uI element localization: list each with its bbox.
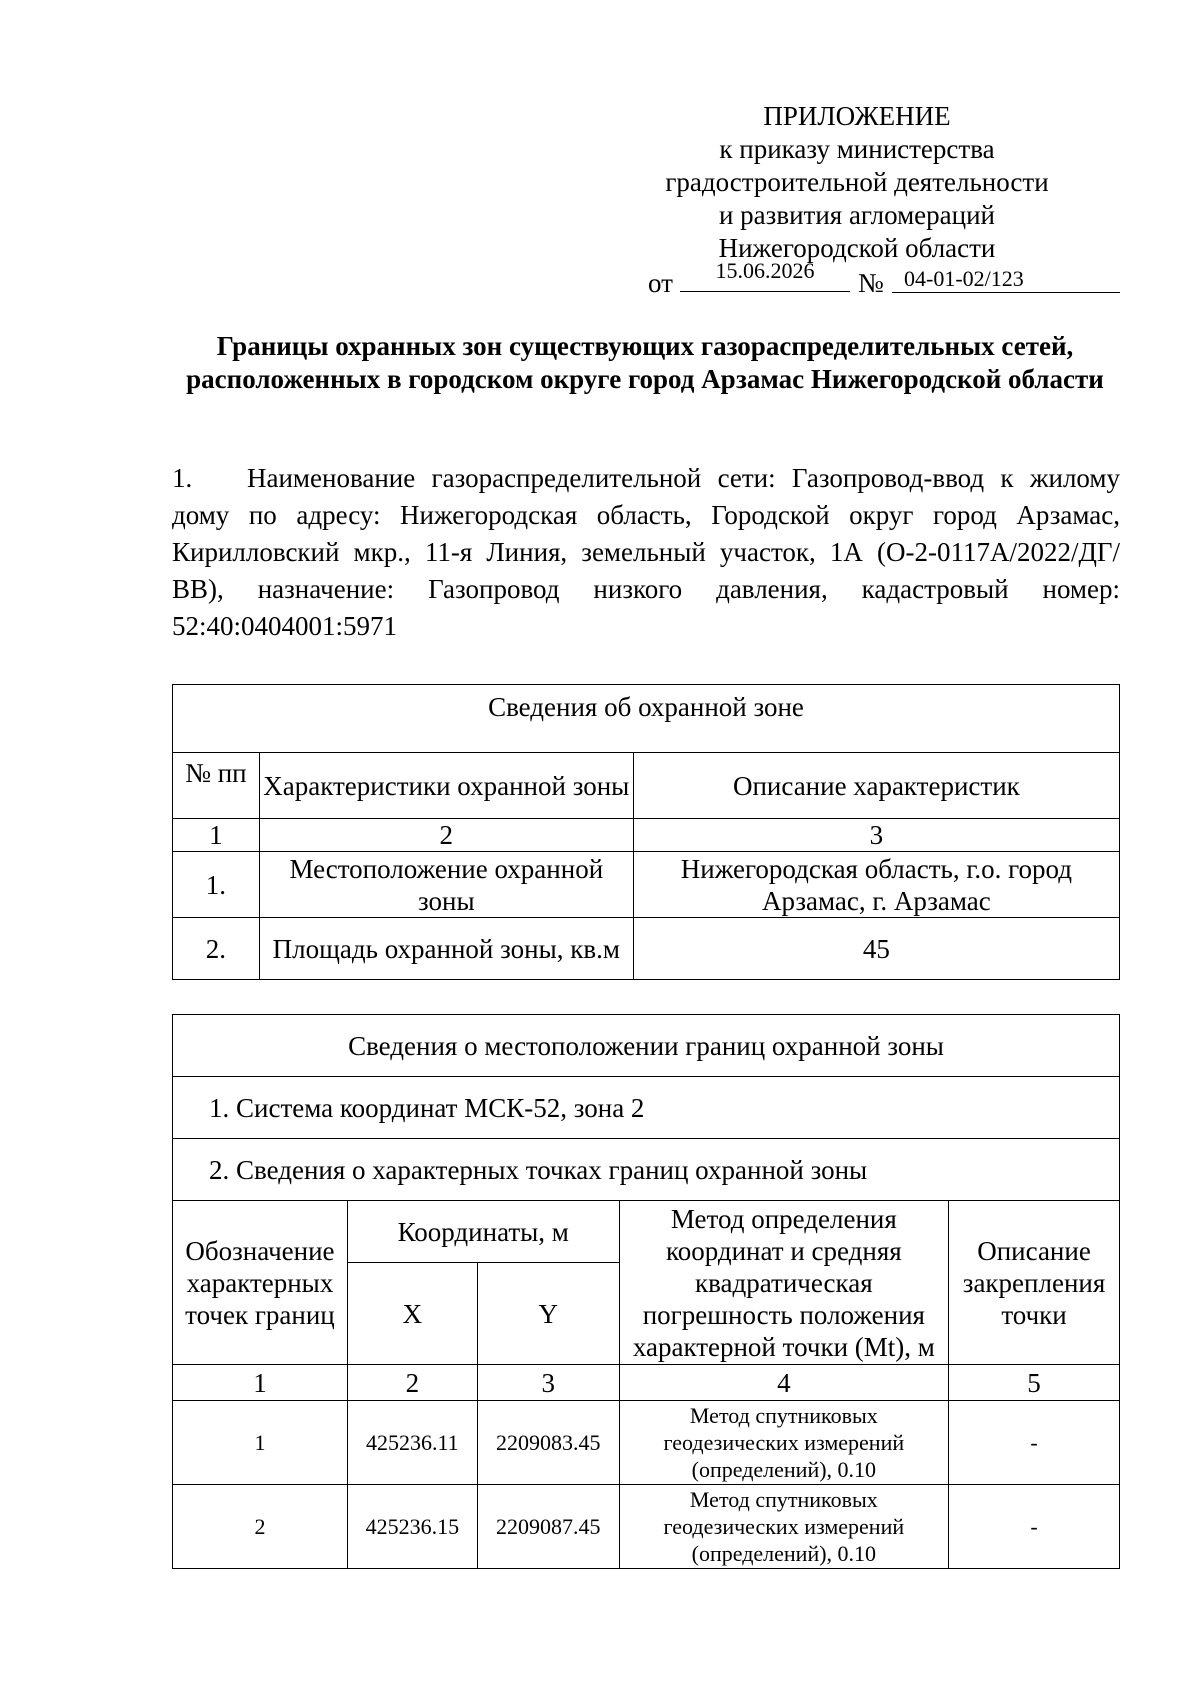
- column-number: 2: [259, 819, 633, 852]
- table-row: [173, 1401, 1120, 1485]
- header-y: Y: [477, 1263, 619, 1365]
- header-cell: Описание характеристик: [633, 753, 1119, 819]
- zone-table-title: Сведения об охранной зоне: [173, 685, 1120, 753]
- header-line: к приказу министерства: [719, 134, 995, 164]
- zone-info-table: [172, 684, 1120, 980]
- column-number: 3: [477, 1365, 619, 1401]
- header-line: и развития агломераций: [718, 200, 995, 230]
- header-x: X: [347, 1263, 477, 1365]
- header-cell: Характеристики охранной зоны: [259, 753, 633, 819]
- appendix-title: ПРИЛОЖЕНИЕ: [763, 101, 951, 131]
- points-section-title: 2. Сведения о характерных точках границ охранной зоны: [173, 1139, 1120, 1201]
- point-id: 1: [173, 1401, 348, 1485]
- number-prefix: №: [858, 268, 884, 298]
- column-number: 4: [619, 1365, 948, 1401]
- table-cell: 1.: [173, 852, 260, 918]
- header-line: градостроительной деятельности: [665, 167, 1049, 197]
- header-cell: № пп: [173, 753, 260, 819]
- header-method: Метод определения координат и средняя квадратическая погрешность положения характерной точки (Mt), м: [619, 1201, 948, 1365]
- date-prefix: от: [648, 268, 673, 298]
- order-date: 15.06.2026: [680, 258, 850, 292]
- point-method: Метод спутниковых геодезических измерений (определений), 0.10: [619, 1401, 948, 1485]
- table-cell: 45: [633, 918, 1119, 980]
- table-cell: Местоположение охранной зоны: [259, 852, 633, 918]
- point-description: -: [949, 1485, 1120, 1569]
- point-method: Метод спутниковых геодезических измерений (определений), 0.10: [619, 1485, 948, 1569]
- column-number: 2: [347, 1365, 477, 1401]
- column-number: 5: [949, 1365, 1120, 1401]
- table-row: [173, 852, 1120, 918]
- section-number: 1.: [172, 463, 193, 493]
- document-title: Границы охранных зон существующих газораспределительных сетей, расположенных в городском округе город Арзамас Нижегородской области: [186, 331, 1104, 394]
- point-x: 425236.15: [347, 1485, 477, 1569]
- location-table: [172, 1014, 1120, 1569]
- column-number: 1: [173, 819, 260, 852]
- section-text: Наименование газораспределительной сети: Газопровод-ввод к жилому дому по адресу: Нижегородская область, Городской округ город Арзамас, Кирилловский мкр., 11-я Линия, земельный участок, 1А (О-2-0117А/2022/ДГ/ВВ), назначение: Газопровод низкого давления, кадастровый номер: 52:40:0404001:5971: [172, 463, 1120, 641]
- table-cell: Площадь охранной зоны, кв.м: [259, 918, 633, 980]
- point-y: 2209083.45: [477, 1401, 619, 1485]
- column-number: 1: [173, 1365, 348, 1401]
- header-description: Описание закрепления точки: [949, 1201, 1120, 1365]
- header-line: Нижегородской области: [718, 233, 996, 263]
- table-cell: 2.: [173, 918, 260, 980]
- section-paragraph: [172, 460, 1120, 645]
- table-cell: Нижегородская область, г.о. город Арзамас, г. Арзамас: [633, 852, 1119, 918]
- point-id: 2: [173, 1485, 348, 1569]
- coordinate-system: 1. Система координат МСК-52, зона 2: [173, 1077, 1120, 1139]
- header-coordinates: Координаты, м: [347, 1201, 619, 1263]
- location-table-title: Сведения о местоположении границ охранной зоны: [173, 1015, 1120, 1077]
- order-reference: [648, 258, 1118, 298]
- column-number: 3: [633, 819, 1119, 852]
- table-row: [173, 1485, 1120, 1569]
- header-designation: Обозначение характерных точек границ: [173, 1201, 348, 1365]
- point-x: 425236.11: [347, 1401, 477, 1485]
- table-row: [173, 918, 1120, 980]
- order-number: 04-01-02/123: [892, 258, 1120, 293]
- appendix-header: [622, 100, 1092, 265]
- point-y: 2209087.45: [477, 1485, 619, 1569]
- point-description: -: [949, 1401, 1120, 1485]
